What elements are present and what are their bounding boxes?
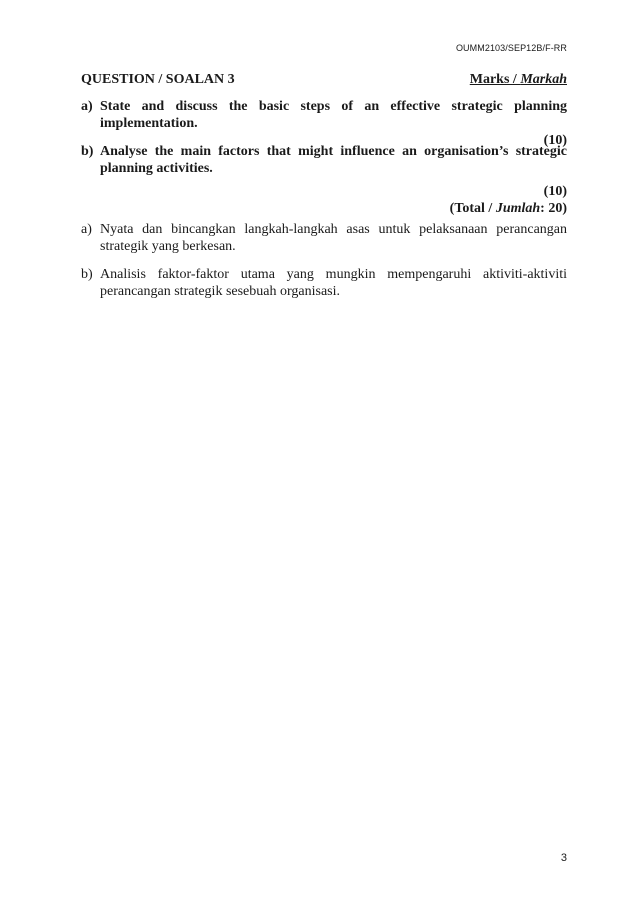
malay-question-b	[81, 266, 567, 300]
soalan-b-label: b)	[81, 267, 93, 282]
english-question-a	[81, 98, 567, 149]
marks-label-malay: Markah	[520, 72, 567, 87]
marks-label: Marks /	[469, 72, 521, 87]
page-number: 3	[560, 852, 567, 864]
total-suffix: : 20)	[540, 201, 567, 216]
question-a-label: a)	[81, 99, 93, 114]
question-title: QUESTION / SOALAN 3	[81, 72, 235, 87]
total-prefix: (Total /	[449, 201, 496, 216]
malay-question-a	[81, 221, 567, 255]
question-a-text: State and discuss the basic steps of an effective strategic planning implementation.	[100, 99, 567, 131]
soalan-a-text: Nyata dan bincangkan langkah-langkah asas untuk pelaksanaan perancangan strategik yang berkesan.	[100, 222, 567, 254]
total-malay: Jumlah	[495, 201, 541, 216]
english-question-b	[81, 143, 567, 217]
soalan-b-text: Analisis faktor-faktor utama yang mungkin mempengaruhi aktiviti-aktiviti perancangan strategik sesebuah organisasi.	[100, 267, 567, 299]
marks-heading	[470, 72, 567, 88]
question-a-marks: (10)	[543, 133, 567, 148]
document-code: OUMM2103/SEP12B/F-RR	[455, 43, 567, 53]
total-marks	[81, 200, 567, 217]
question-b-text: Analyse the main factors that might influence an organisation’s strategic planning activities.	[100, 144, 567, 176]
question-b-marks: (10)	[543, 184, 567, 199]
question-b-label: b)	[81, 144, 94, 159]
soalan-a-label: a)	[81, 222, 92, 237]
